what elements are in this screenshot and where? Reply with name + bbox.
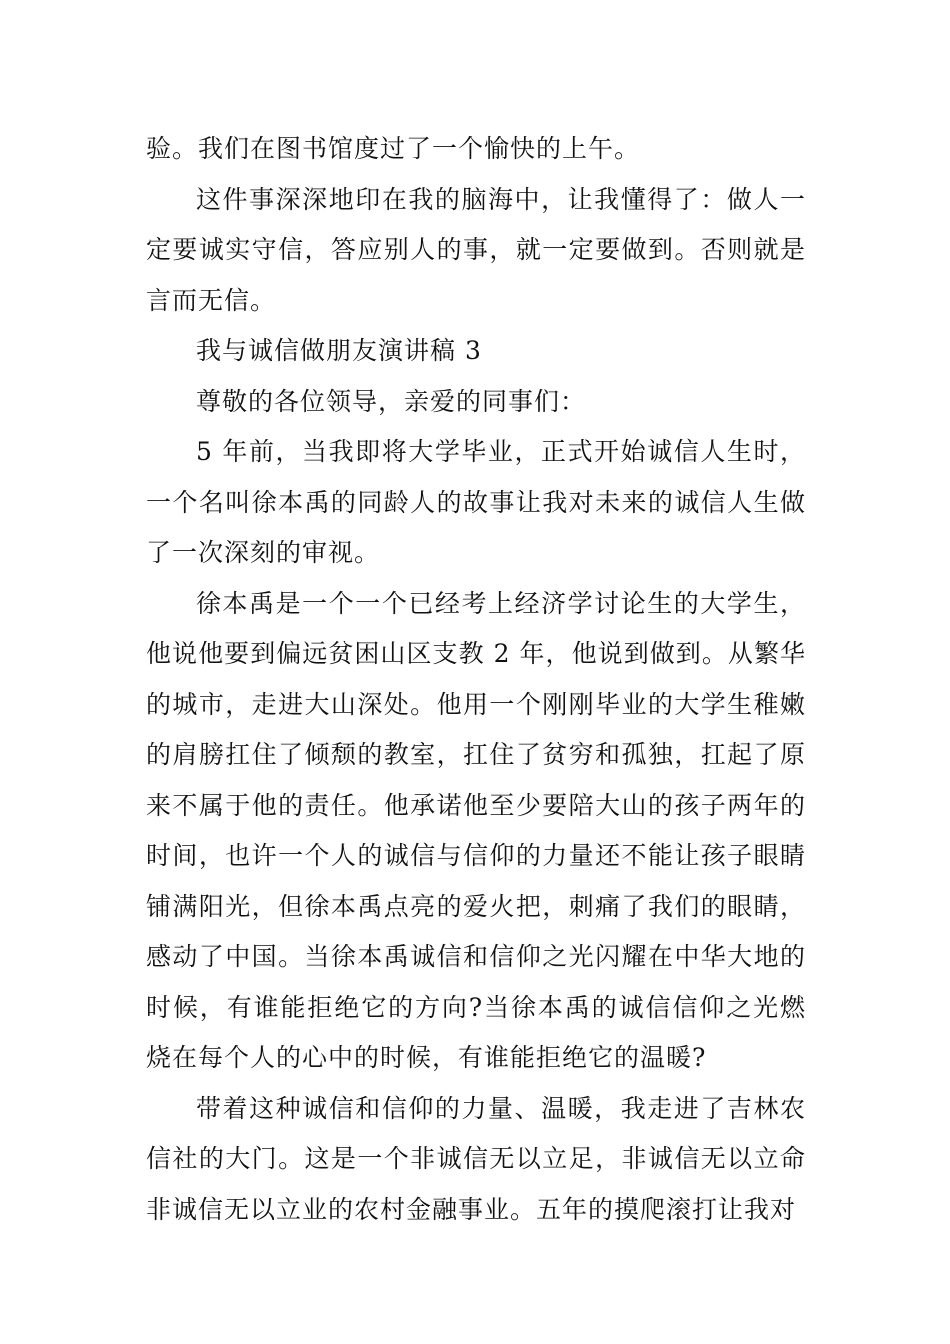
paragraph-lesson: 这件事深深地印在我的脑海中，让我懂得了：做人一定要诚实守信，答应别人的事，就一定要做到。否则就是言而无信。 bbox=[146, 184, 806, 315]
section-heading: 我与诚信做朋友演讲稿 3 bbox=[196, 336, 482, 365]
salutation: 尊敬的各位领导，亲爱的同事们： bbox=[196, 386, 587, 416]
paragraph-continued: 验。我们在图书馆度过了一个愉快的上午。 bbox=[146, 134, 641, 163]
paragraph-xu-benyu: 徐本禹是一个一个已经考上经济学讨论生的大学生，他说他要到偏远贫困山区支教 2 年，他说到做到。从繁华的城市，走进大山深处。他用一个刚刚毕业的大学生稚嫩的肩膀扛住了倾颓的教室，扛住了贫穷和孤独，扛起了原来不属于他的责任。他承诺他至少要陪大山的孩子两年的时间，也许一个人的诚信与信仰的力量还不能让孩子眼睛铺满阳光，但徐本禹点亮的爱火把，刺痛了我们的眼睛，感动了中国。当徐本禹诚信和信仰之光闪耀在中华大地的时候，有谁能拒绝它的方向?当徐本禹的诚信信仰之光燃烧在每个人的心中的时候，有谁能拒绝它的温暖? bbox=[146, 588, 806, 1072]
paragraph-intro: 5 年前，当我即将大学毕业，正式开始诚信人生时，一个名叫徐本禹的同龄人的故事让我对未来的诚信人生做了一次深刻的审视。 bbox=[146, 437, 806, 567]
paragraph-credit-union: 带着这种诚信和信仰的力量、温暖，我走进了吉林农信社的大门。这是一个非诚信无以立足，非诚信无以立命非诚信无以立业的农村金融事业。五年的摸爬滚打让我对 bbox=[146, 1093, 806, 1224]
